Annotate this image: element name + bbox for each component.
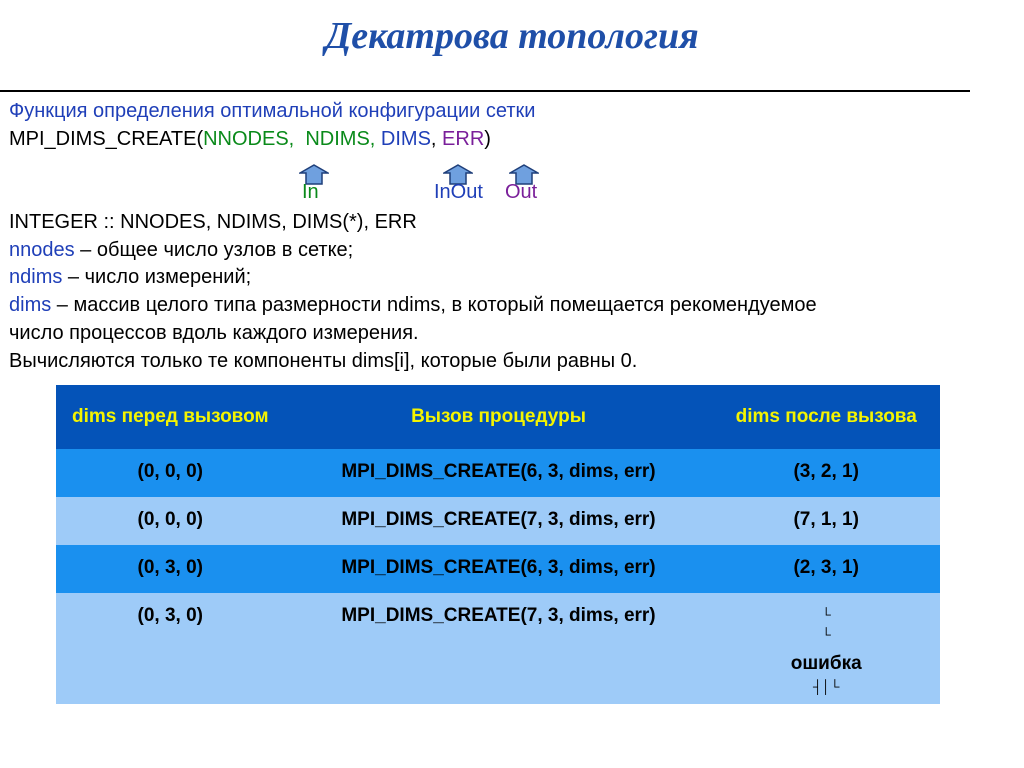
cell-after: (7, 1, 1) bbox=[712, 497, 940, 545]
arg-nnodes: NNODES, bbox=[203, 128, 295, 150]
table-row bbox=[56, 449, 940, 497]
ndims-desc: – число измерений; bbox=[62, 266, 252, 288]
table-row bbox=[56, 545, 940, 593]
cell-before: (0, 0, 0) bbox=[56, 449, 285, 497]
error-mark: └ bbox=[821, 607, 831, 622]
dims-definition bbox=[9, 293, 817, 317]
function-description: Функция определения оптимальной конфигурации сетки bbox=[9, 100, 536, 122]
note: Вычисляются только те компоненты dims[i], которые были равны 0. bbox=[9, 350, 638, 372]
cell-after: (2, 3, 1) bbox=[712, 545, 940, 593]
arg-err: ERR bbox=[442, 128, 485, 150]
ndims-term: ndims bbox=[9, 266, 63, 288]
page-title: Декатрова топология bbox=[325, 15, 699, 57]
title-divider bbox=[0, 90, 970, 92]
cell-after bbox=[712, 593, 940, 704]
header-dims-after: dims после вызова bbox=[712, 385, 940, 449]
label-inout: InOut bbox=[434, 181, 483, 203]
cell-call: MPI_DIMS_CREATE(7, 3, dims, err) bbox=[285, 497, 713, 545]
cell-call: MPI_DIMS_CREATE(7, 3, dims, err) bbox=[285, 593, 713, 704]
nnodes-term: nnodes bbox=[9, 239, 75, 261]
cell-before: (0, 3, 0) bbox=[56, 593, 285, 704]
label-out: Out bbox=[505, 181, 538, 203]
cell-before: (0, 3, 0) bbox=[56, 545, 285, 593]
dims-term: dims bbox=[9, 294, 52, 316]
ndims-definition bbox=[9, 265, 251, 289]
arg-separator: , bbox=[430, 128, 437, 150]
cell-after: (3, 2, 1) bbox=[712, 449, 940, 497]
error-label: ошибка bbox=[790, 653, 862, 674]
nnodes-definition bbox=[9, 238, 353, 262]
table-row bbox=[56, 497, 940, 545]
cell-before: (0, 0, 0) bbox=[56, 497, 285, 545]
cell-call: MPI_DIMS_CREATE(6, 3, dims, err) bbox=[285, 545, 713, 593]
error-mark: ┤│└ bbox=[812, 679, 840, 694]
declaration: INTEGER :: NNODES, NDIMS, DIMS(*), ERR bbox=[9, 211, 417, 233]
table-header-row bbox=[56, 385, 940, 449]
label-in: In bbox=[302, 181, 319, 203]
dims-desc: – массив целого типа размерности ndims, в который помещается рекомендуемое bbox=[51, 294, 817, 316]
error-mark: └ bbox=[821, 627, 831, 642]
function-signature bbox=[9, 127, 491, 151]
table-row bbox=[56, 593, 940, 704]
dims-definition-cont: число процессов вдоль каждого измерения. bbox=[9, 322, 419, 344]
nnodes-desc: – общее число узлов в сетке; bbox=[74, 239, 354, 261]
function-name: MPI_DIMS_CREATE( bbox=[9, 128, 204, 150]
close-paren: ) bbox=[484, 128, 491, 150]
dims-examples-table bbox=[56, 385, 940, 704]
header-dims-before: dims перед вызовом bbox=[56, 385, 285, 449]
arg-dims: DIMS bbox=[380, 128, 431, 150]
arg-ndims: NDIMS, bbox=[305, 128, 376, 150]
cell-call: MPI_DIMS_CREATE(6, 3, dims, err) bbox=[285, 449, 713, 497]
header-call: Вызов процедуры bbox=[285, 385, 713, 449]
